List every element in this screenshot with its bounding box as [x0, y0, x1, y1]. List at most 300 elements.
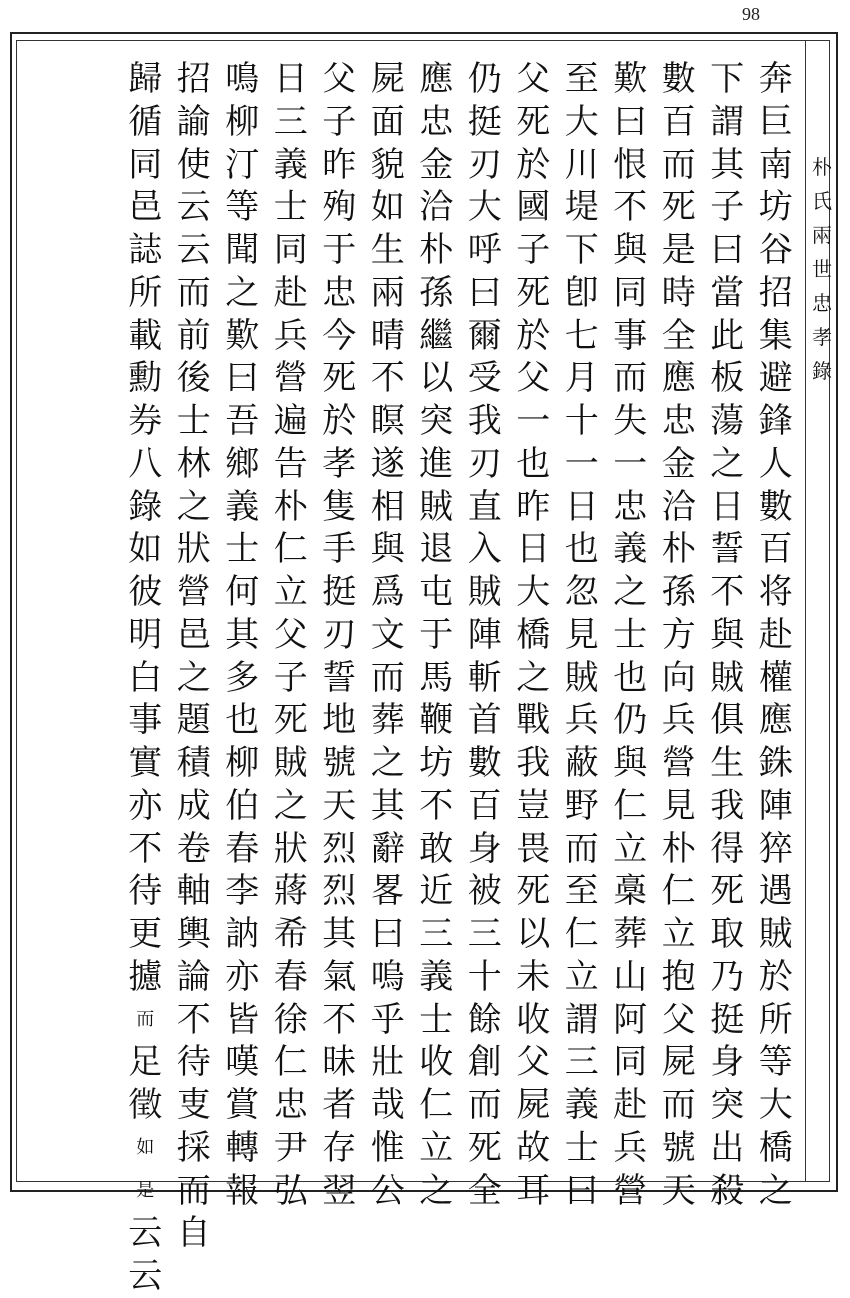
text-char: 報	[225, 1170, 260, 1211]
text-char: 士	[419, 999, 454, 1040]
text-char: 月	[564, 358, 599, 399]
text-char: 挺	[710, 999, 745, 1040]
text-char: 應	[419, 59, 454, 99]
text-char: 烈	[322, 871, 357, 912]
text-char: 而	[661, 1085, 696, 1125]
text-char: 與	[370, 529, 405, 570]
text-char: 不	[322, 999, 357, 1040]
text-char: 我	[710, 785, 745, 826]
side-title-char: 孝	[812, 325, 832, 349]
text-char: 至	[564, 59, 599, 99]
text-char: 不	[710, 572, 745, 612]
text-char: 賊	[419, 486, 454, 527]
text-char: 也	[225, 700, 260, 741]
text-char: 八	[128, 443, 163, 484]
text-char: 忠	[273, 1085, 308, 1125]
text-char: 採	[176, 1127, 211, 1168]
text-char: 事	[613, 315, 648, 356]
text-char: 曰	[710, 230, 745, 270]
text-char: 南	[758, 144, 793, 185]
text-char: 而	[613, 358, 648, 399]
text-char: 我	[467, 401, 502, 441]
text-char: 於	[758, 956, 793, 997]
text-char: 如	[136, 1136, 155, 1158]
text-char: 餘	[467, 999, 502, 1040]
text-char: 生	[370, 230, 405, 270]
text-char: 不	[613, 187, 648, 228]
text-char: 存	[322, 1127, 357, 1168]
text-char: 奔	[758, 59, 793, 99]
text-char: 下	[564, 230, 599, 270]
margin-divider	[805, 40, 806, 1182]
text-char: 曰	[564, 1170, 599, 1211]
text-char: 同	[273, 230, 308, 270]
text-char: 之	[225, 272, 260, 313]
text-char: 軸	[176, 871, 211, 912]
text-char: 父	[322, 59, 357, 99]
text-char: 瞑	[370, 401, 405, 441]
text-char: 於	[322, 401, 357, 441]
text-char: 殉	[322, 187, 357, 228]
text-char: 嘆	[225, 1042, 260, 1083]
text-char: 數	[467, 743, 502, 783]
text-column	[121, 58, 170, 1296]
text-char: 三	[564, 1042, 599, 1083]
text-char: 将	[758, 572, 793, 612]
text-char: 金	[661, 443, 696, 484]
text-char: 所	[128, 272, 163, 313]
text-char: 烈	[322, 828, 357, 869]
text-char: 立	[273, 572, 308, 612]
side-title-char: 氏	[812, 189, 832, 213]
text-char: 錄	[128, 486, 163, 527]
text-char: 而	[467, 1085, 502, 1125]
text-char: 仁	[273, 1042, 308, 1083]
text-column	[461, 58, 510, 1211]
text-char: 晴	[370, 315, 405, 356]
text-char: 尹	[273, 1127, 308, 1168]
text-char: 兩	[370, 272, 405, 313]
text-char: 昨	[516, 486, 551, 527]
text-char: 集	[758, 315, 793, 356]
text-char: 畧	[370, 871, 405, 912]
text-char: 足	[128, 1042, 163, 1083]
text-char: 云	[176, 230, 211, 270]
text-char: 子	[273, 657, 308, 698]
text-char: 方	[661, 614, 696, 655]
text-char: 得	[710, 828, 745, 869]
text-char: 以	[516, 914, 551, 954]
text-char: 全	[661, 315, 696, 356]
text-char: 論	[176, 956, 211, 997]
text-char: 首	[467, 700, 502, 741]
text-char: 收	[419, 1042, 454, 1083]
text-char: 刃	[467, 144, 502, 185]
text-char: 死	[661, 187, 696, 228]
text-char: 死	[516, 871, 551, 912]
text-char: 大	[467, 187, 502, 228]
text-char: 以	[419, 358, 454, 399]
text-char: 葬	[613, 914, 648, 954]
text-char: 事	[128, 700, 163, 741]
text-char: 坊	[758, 187, 793, 228]
text-column	[752, 58, 801, 1211]
text-char: 刃	[322, 614, 357, 655]
text-char: 號	[322, 743, 357, 783]
text-char: 見	[661, 785, 696, 826]
text-char: 之	[370, 743, 405, 783]
text-char: 身	[710, 1042, 745, 1083]
text-char: 營	[176, 572, 211, 612]
text-char: 與	[613, 230, 648, 270]
text-char: 昧	[322, 1042, 357, 1083]
text-char: 成	[176, 785, 211, 826]
text-char: 題	[176, 700, 211, 741]
text-char: 待	[176, 1042, 211, 1083]
text-char: 應	[661, 358, 696, 399]
text-char: 死	[322, 358, 357, 399]
text-char: 忽	[564, 572, 599, 612]
text-column	[267, 58, 316, 1211]
text-char: 曰	[613, 101, 648, 142]
text-char: 創	[467, 1042, 502, 1083]
text-char: 賞	[225, 1085, 260, 1125]
text-char: 兵	[564, 700, 599, 741]
text-char: 卷	[176, 828, 211, 869]
text-char: 耳	[516, 1170, 551, 1211]
text-char: 當	[710, 272, 745, 313]
text-char: 突	[419, 401, 454, 441]
text-char: 乃	[710, 956, 745, 997]
text-column	[655, 58, 704, 1211]
text-char: 橋	[758, 1127, 793, 1168]
text-char: 乎	[370, 999, 405, 1040]
text-char: 俱	[710, 700, 745, 741]
text-char: 仍	[613, 700, 648, 741]
text-char: 挺	[322, 572, 357, 612]
text-char: 忠	[419, 101, 454, 142]
text-char: 其	[370, 785, 405, 826]
text-char: 子	[710, 187, 745, 228]
text-char: 公	[370, 1170, 405, 1211]
text-char: 山	[613, 956, 648, 997]
text-char: 多	[225, 657, 260, 698]
text-char: 屍	[370, 59, 405, 99]
text-char: 日	[564, 486, 599, 527]
text-char: 士	[273, 187, 308, 228]
text-char: 號	[661, 1127, 696, 1168]
text-char: 父	[273, 614, 308, 655]
text-char: 百	[467, 785, 502, 826]
text-char: 朴	[661, 828, 696, 869]
text-char: 使	[176, 144, 211, 185]
text-char: 柳	[225, 101, 260, 142]
text-char: 遍	[273, 401, 308, 441]
text-char: 也	[613, 657, 648, 698]
text-char: 昨	[322, 144, 357, 185]
text-char: 士	[613, 614, 648, 655]
text-char: 馬	[419, 657, 454, 698]
text-char: 死	[273, 700, 308, 741]
text-char: 營	[661, 743, 696, 783]
text-char: 敢	[419, 828, 454, 869]
text-char: 鋒	[758, 401, 793, 441]
text-char: 蕩	[710, 401, 745, 441]
text-char: 恨	[613, 144, 648, 185]
text-char: 入	[467, 529, 502, 570]
text-char: 屯	[419, 572, 454, 612]
text-char: 天	[322, 785, 357, 826]
text-char: 弘	[273, 1170, 308, 1211]
text-char: 待	[128, 871, 163, 912]
text-char: 鞭	[419, 700, 454, 741]
text-char: 豈	[516, 785, 551, 826]
text-char: 遇	[758, 871, 793, 912]
text-char: 數	[661, 59, 696, 99]
text-char: 此	[710, 315, 745, 356]
text-char: 義	[273, 144, 308, 185]
text-char: 槀	[613, 871, 648, 912]
text-char: 攄	[128, 956, 163, 997]
text-char: 辭	[370, 828, 405, 869]
text-char: 是	[136, 1179, 155, 1201]
text-char: 抱	[661, 956, 696, 997]
text-column	[412, 58, 461, 1211]
text-char: 失	[613, 401, 648, 441]
text-char: 明	[128, 614, 163, 655]
text-char: 仁	[273, 529, 308, 570]
text-column	[558, 58, 607, 1211]
text-char: 曰	[467, 272, 502, 313]
text-char: 士	[564, 1127, 599, 1168]
text-char: 義	[613, 529, 648, 570]
text-char: 於	[516, 315, 551, 356]
text-char: 於	[516, 144, 551, 185]
text-char: 也	[516, 443, 551, 484]
text-char: 而	[564, 828, 599, 869]
text-char: 堤	[564, 187, 599, 228]
text-char: 狀	[176, 529, 211, 570]
text-char: 誌	[128, 230, 163, 270]
text-char: 百	[661, 101, 696, 142]
text-char: 李	[225, 871, 260, 912]
text-char: 歎	[225, 315, 260, 356]
text-char: 勳	[128, 358, 163, 399]
text-char: 義	[225, 486, 260, 527]
text-char: 朴	[273, 486, 308, 527]
text-char: 叓	[176, 1085, 211, 1125]
text-char: 朴	[419, 230, 454, 270]
text-char: 十	[564, 401, 599, 441]
text-char: 之	[516, 657, 551, 698]
text-char: 告	[273, 443, 308, 484]
text-char: 如	[370, 187, 405, 228]
text-char: 孫	[419, 272, 454, 313]
side-title-char: 錄	[812, 359, 832, 383]
side-title-char: 朴	[812, 155, 832, 179]
text-char: 洽	[661, 486, 696, 527]
text-char: 而	[176, 272, 211, 313]
text-char: 忠	[322, 272, 357, 313]
text-char: 猝	[758, 828, 793, 869]
text-char: 白	[128, 657, 163, 698]
text-char: 賊	[758, 914, 793, 954]
text-char: 之	[613, 572, 648, 612]
text-char: 死	[710, 871, 745, 912]
text-char: 而	[176, 1170, 211, 1211]
text-char: 天	[661, 1170, 696, 1211]
text-char: 見	[564, 614, 599, 655]
text-char: 身	[467, 828, 502, 869]
side-title-char: 忠	[812, 291, 832, 315]
text-char: 三	[419, 914, 454, 954]
text-char: 孝	[322, 443, 357, 484]
text-char: 兵	[613, 1127, 648, 1168]
text-char: 徐	[273, 999, 308, 1040]
text-char: 之	[176, 657, 211, 698]
text-char: 屍	[516, 1085, 551, 1125]
text-char: 曰	[225, 358, 260, 399]
text-char: 伯	[225, 785, 260, 826]
text-char: 邑	[176, 614, 211, 655]
text-char: 載	[128, 315, 163, 356]
text-char: 蔣	[273, 871, 308, 912]
text-char: 循	[128, 101, 163, 142]
text-char: 赴	[273, 272, 308, 313]
text-char: 士	[176, 401, 211, 441]
text-char: 文	[370, 614, 405, 655]
text-char: 赴	[758, 614, 793, 655]
text-column	[315, 58, 364, 1211]
text-char: 與	[613, 743, 648, 783]
text-char: 銖	[758, 743, 793, 783]
text-char: 川	[564, 144, 599, 185]
text-char: 屍	[661, 1042, 696, 1083]
text-char: 未	[516, 956, 551, 997]
text-char: 也	[564, 529, 599, 570]
text-char: 貌	[370, 144, 405, 185]
text-char: 諭	[176, 101, 211, 142]
text-char: 之	[419, 1170, 454, 1211]
text-char: 坊	[419, 743, 454, 783]
text-char: 下	[710, 59, 745, 99]
text-char: 三	[273, 101, 308, 142]
text-char: 爲	[370, 572, 405, 612]
text-char: 春	[273, 956, 308, 997]
side-title-char: 兩	[812, 223, 832, 247]
text-char: 義	[564, 1085, 599, 1125]
text-char: 父	[516, 59, 551, 99]
text-char: 向	[661, 657, 696, 698]
text-char: 立	[613, 828, 648, 869]
text-char: 云	[128, 1213, 163, 1254]
text-char: 收	[516, 999, 551, 1040]
text-column	[170, 58, 219, 1254]
text-char: 招	[176, 59, 211, 99]
text-column	[218, 58, 267, 1211]
text-char: 賊	[467, 572, 502, 612]
text-char: 于	[322, 230, 357, 270]
text-char: 退	[419, 529, 454, 570]
text-char: 故	[516, 1127, 551, 1168]
text-char: 今	[322, 315, 357, 356]
text-char: 死	[516, 101, 551, 142]
text-char: 亦	[225, 956, 260, 997]
text-char: 鳴	[225, 59, 260, 99]
text-char: 其	[322, 914, 357, 954]
text-char: 誓	[710, 529, 745, 570]
text-char: 之	[758, 1170, 793, 1211]
text-char: 死	[516, 272, 551, 313]
text-char: 不	[419, 785, 454, 826]
text-char: 葬	[370, 700, 405, 741]
text-char: 畏	[516, 828, 551, 869]
text-char: 繼	[419, 315, 454, 356]
text-char: 立	[564, 956, 599, 997]
text-char: 壯	[370, 1042, 405, 1083]
page-number: 98	[742, 4, 760, 24]
text-char: 皆	[225, 999, 260, 1040]
text-char: 洽	[419, 187, 454, 228]
text-char: 相	[370, 486, 405, 527]
text-char: 實	[128, 743, 163, 783]
text-char: 更	[128, 914, 163, 954]
text-char: 直	[467, 486, 502, 527]
text-char: 其	[710, 144, 745, 185]
text-char: 呼	[467, 230, 502, 270]
side-title-char: 世	[812, 257, 832, 281]
text-char: 與	[710, 614, 745, 655]
text-char: 邑	[128, 187, 163, 228]
text-char: 等	[758, 1042, 793, 1083]
text-char: 兵	[661, 700, 696, 741]
text-char: 谷	[758, 230, 793, 270]
text-char: 而	[136, 1008, 155, 1030]
text-char: 橋	[516, 614, 551, 655]
text-char: 云	[176, 187, 211, 228]
text-char: 何	[225, 572, 260, 612]
text-char: 聞	[225, 230, 260, 270]
text-char: 自	[176, 1213, 211, 1254]
text-char: 立	[419, 1127, 454, 1168]
text-char: 希	[273, 914, 308, 954]
text-column	[703, 58, 752, 1211]
text-char: 避	[758, 358, 793, 399]
text-char: 爾	[467, 315, 502, 356]
side-title	[808, 150, 836, 388]
text-char: 其	[225, 614, 260, 655]
text-char: 父	[661, 999, 696, 1040]
text-char: 忠	[661, 401, 696, 441]
text-char: 之	[273, 785, 308, 826]
text-char: 戰	[516, 700, 551, 741]
text-char: 斬	[467, 657, 502, 698]
text-char: 十	[467, 956, 502, 997]
text-char: 招	[758, 272, 793, 313]
text-char: 如	[128, 529, 163, 570]
text-char: 時	[661, 272, 696, 313]
vertical-text-body	[120, 58, 800, 1296]
text-char: 突	[710, 1085, 745, 1125]
text-char: 不	[176, 999, 211, 1040]
text-char: 父	[516, 1042, 551, 1083]
text-char: 柳	[225, 743, 260, 783]
text-char: 狀	[273, 828, 308, 869]
text-char: 父	[516, 358, 551, 399]
text-char: 巨	[758, 101, 793, 142]
text-char: 板	[710, 358, 745, 399]
text-char: 陣	[467, 614, 502, 655]
